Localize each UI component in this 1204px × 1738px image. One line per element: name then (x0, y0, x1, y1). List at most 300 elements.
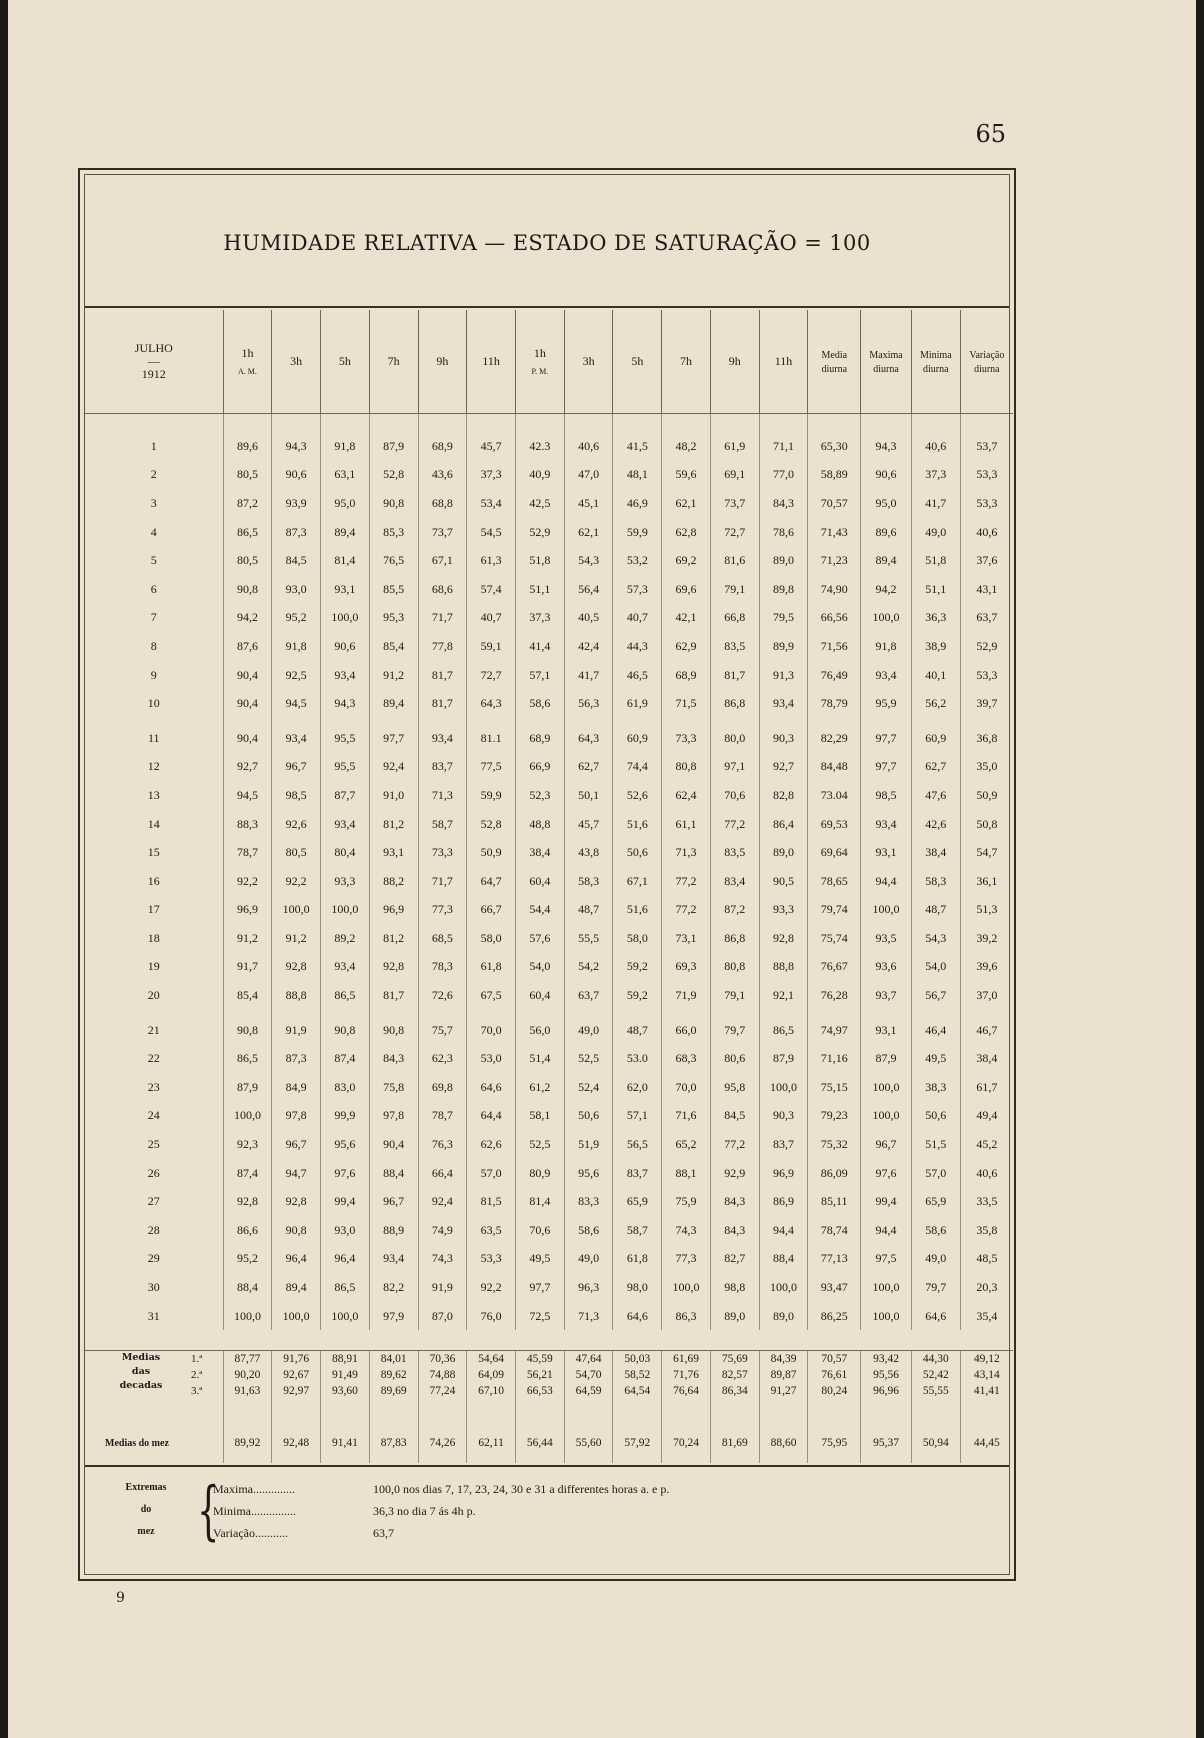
decada-row (85, 1351, 1013, 1368)
value-cell: 58,7 (613, 1216, 662, 1245)
value-cell: 77,2 (710, 810, 759, 839)
value-cell: 45,7 (467, 432, 516, 461)
value-cell: 54,4 (515, 896, 564, 925)
day-cell: 8 (150, 638, 157, 653)
value-cell: 91,2 (272, 924, 321, 953)
value-cell: 87,2 (223, 489, 272, 518)
value-cell: 88,4 (369, 1159, 418, 1188)
medias-mez-value: 91,41 (321, 1435, 370, 1451)
value-cell: 35,0 (960, 753, 1013, 782)
value-cell: 88,4 (223, 1273, 272, 1302)
table-row (85, 924, 1013, 953)
value-cell: 64,6 (613, 1302, 662, 1331)
table-row (85, 1130, 1013, 1159)
value-cell: 52,8 (369, 461, 418, 490)
value-cell: 85,5 (369, 575, 418, 604)
value-cell: 84,9 (272, 1073, 321, 1102)
value-cell: 52,5 (515, 1130, 564, 1159)
year-label: 1912 (141, 367, 166, 382)
value-cell: 93,1 (861, 1016, 912, 1045)
value-cell: 37,3 (911, 461, 960, 490)
extremas-row-variacao (213, 1523, 973, 1543)
value-cell: 84,3 (759, 489, 808, 518)
day-cell: 29 (147, 1251, 160, 1266)
table-row (85, 1016, 1013, 1045)
value-cell: 71,7 (418, 867, 467, 896)
spacer-cell (911, 1399, 960, 1435)
value-cell: 76,67 (808, 953, 861, 982)
value-cell: 97,8 (369, 1102, 418, 1131)
maxima-header (861, 310, 912, 414)
value-cell: 81,4 (321, 546, 370, 575)
decada-value: 90,20 (223, 1367, 272, 1383)
value-cell: 48,2 (662, 432, 711, 461)
value-cell: 50,9 (467, 838, 516, 867)
value-cell: 93,5 (861, 924, 912, 953)
decada-value: 64,54 (613, 1383, 662, 1399)
summary-table (85, 1350, 1013, 1463)
decada-value: 75,69 (710, 1351, 759, 1368)
value-cell: 46,9 (613, 489, 662, 518)
summary-spacer (85, 1399, 1013, 1435)
value-cell: 51,1 (515, 575, 564, 604)
value-cell: 63,5 (467, 1216, 516, 1245)
value-cell: 69,8 (418, 1073, 467, 1102)
hour-header (369, 310, 418, 414)
value-cell: 54,2 (564, 953, 613, 982)
hour-header (515, 310, 564, 414)
table-title: HUMIDADE RELATIVA — ESTADO DE SATURAÇÃO = 100 (223, 231, 871, 255)
value-cell: 93,47 (808, 1273, 861, 1302)
value-cell: 63,7 (960, 604, 1013, 633)
value-cell: 52,9 (960, 632, 1013, 661)
decada-value: 66,53 (515, 1383, 564, 1399)
value-cell: 92,2 (223, 867, 272, 896)
value-cell: 100,0 (272, 896, 321, 925)
variacao-header (960, 310, 1013, 414)
value-cell: 78,74 (808, 1216, 861, 1245)
hour-header (710, 310, 759, 414)
value-cell: 80,0 (710, 724, 759, 753)
spacer-cell (710, 1399, 759, 1435)
value-cell: 74,3 (662, 1216, 711, 1245)
value-cell: 93,9 (272, 489, 321, 518)
value-cell: 68,8 (418, 489, 467, 518)
value-cell: 49,5 (515, 1245, 564, 1274)
value-cell: 100,0 (861, 1302, 912, 1331)
day-cell: 13 (147, 787, 160, 802)
hour-header (223, 310, 272, 414)
value-cell: 50,6 (564, 1102, 613, 1131)
value-cell: 92,1 (759, 981, 808, 1010)
value-cell: 83,7 (759, 1130, 808, 1159)
value-cell: 93,4 (418, 724, 467, 753)
value-cell: 61,1 (662, 810, 711, 839)
value-cell: 100,0 (759, 1273, 808, 1302)
summary-section (85, 1350, 1013, 1463)
hour-label: 7h (680, 353, 693, 368)
value-cell: 74,90 (808, 575, 861, 604)
value-cell: 46,4 (911, 1016, 960, 1045)
value-cell: 88,3 (223, 810, 272, 839)
value-cell: 93,0 (272, 575, 321, 604)
day-cell: 3 (150, 495, 157, 510)
value-cell: 100,0 (223, 1102, 272, 1131)
value-cell: 61,3 (467, 546, 516, 575)
value-cell: 40,6 (960, 518, 1013, 547)
value-cell: 66,56 (808, 604, 861, 633)
value-cell: 58,0 (613, 924, 662, 953)
value-cell: 83,5 (710, 632, 759, 661)
decada-value: 55,55 (911, 1383, 960, 1399)
value-cell: 95,0 (321, 489, 370, 518)
brace-icon: { (197, 1474, 220, 1548)
value-cell: 93,6 (861, 953, 912, 982)
value-cell: 52,6 (613, 781, 662, 810)
value-cell: 92,4 (369, 753, 418, 782)
spacer-cell (861, 414, 912, 433)
value-cell: 61,9 (613, 689, 662, 718)
value-cell: 74,4 (613, 753, 662, 782)
value-cell: 40,6 (911, 432, 960, 461)
value-cell: 62,9 (662, 632, 711, 661)
value-cell: 37,6 (960, 546, 1013, 575)
value-cell: 69,53 (808, 810, 861, 839)
value-cell: 49,0 (911, 518, 960, 547)
value-cell: 71,3 (564, 1302, 613, 1331)
value-cell: 93,1 (861, 838, 912, 867)
table-row (85, 1216, 1013, 1245)
value-cell: 94,4 (759, 1216, 808, 1245)
spacer-cell (321, 1399, 370, 1435)
decada-label: 1.ª (85, 1351, 223, 1368)
day-cell: 19 (147, 959, 160, 974)
value-cell: 84,5 (272, 546, 321, 575)
value-cell: 58,6 (515, 689, 564, 718)
value-cell: 78,3 (418, 953, 467, 982)
value-cell: 82,2 (369, 1273, 418, 1302)
value-cell: 49,0 (564, 1245, 613, 1274)
value-cell: 96,7 (369, 1187, 418, 1216)
value-cell: 43,1 (960, 575, 1013, 604)
value-cell: 90,4 (223, 661, 272, 690)
decada-value: 89,87 (759, 1367, 808, 1383)
spacer-cell (223, 1399, 272, 1435)
extremas-label-line: Extremas (125, 1482, 167, 1493)
value-cell: 53,2 (613, 546, 662, 575)
value-cell: 86,5 (321, 1273, 370, 1302)
value-cell: 38,3 (911, 1073, 960, 1102)
value-cell: 56,3 (564, 689, 613, 718)
value-cell: 100,0 (861, 1273, 912, 1302)
value-cell: 67,1 (418, 546, 467, 575)
media-header (808, 310, 861, 414)
value-cell: 59,6 (662, 461, 711, 490)
value-cell: 71,3 (418, 781, 467, 810)
value-cell: 93,4 (321, 661, 370, 690)
value-cell: 50,1 (564, 781, 613, 810)
value-cell: 66,7 (467, 896, 516, 925)
month-header (85, 310, 223, 414)
value-cell: 58,1 (515, 1102, 564, 1131)
value-cell: 95,2 (223, 1245, 272, 1274)
value-cell: 87,9 (759, 1044, 808, 1073)
spacer-cell (321, 1451, 370, 1463)
value-cell: 71,16 (808, 1044, 861, 1073)
decada-value: 71,76 (662, 1367, 711, 1383)
value-cell: 66,0 (662, 1016, 711, 1045)
value-cell: 57,4 (467, 575, 516, 604)
value-cell: 64,6 (467, 1073, 516, 1102)
table-row (85, 1044, 1013, 1073)
table-row (85, 604, 1013, 633)
value-cell: 50,6 (911, 1102, 960, 1131)
medias-mez-value: 87,83 (369, 1435, 418, 1451)
decada-label: 3.ª (191, 1385, 203, 1397)
value-cell: 95,2 (272, 604, 321, 633)
hour-label: 5h (631, 353, 644, 368)
value-cell: 89,2 (321, 924, 370, 953)
value-cell: 43,8 (564, 838, 613, 867)
decada-value: 44,30 (911, 1351, 960, 1368)
table-frame (78, 168, 1016, 1581)
table-row (85, 689, 1013, 718)
value-cell: 100,0 (321, 1302, 370, 1331)
value-cell: 73,3 (662, 724, 711, 753)
decadas-label-line: das (131, 1366, 151, 1377)
value-cell: 86,8 (710, 924, 759, 953)
value-cell: 91,2 (223, 924, 272, 953)
value-cell: 80,5 (223, 546, 272, 575)
spacer-cell (960, 414, 1013, 433)
value-cell: 85,4 (369, 632, 418, 661)
value-cell: 69,3 (662, 953, 711, 982)
value-cell: 71,56 (808, 632, 861, 661)
value-cell: 86,5 (321, 981, 370, 1010)
table-row (85, 461, 1013, 490)
value-cell: 88,9 (369, 1216, 418, 1245)
value-cell: 62,4 (662, 781, 711, 810)
value-cell: 95,9 (861, 689, 912, 718)
value-cell: 64,3 (564, 724, 613, 753)
value-cell: 66,9 (515, 753, 564, 782)
value-cell: 60,9 (613, 724, 662, 753)
spacer-cell (272, 1451, 321, 1463)
spacer-cell (564, 414, 613, 433)
value-cell: 91,7 (223, 953, 272, 982)
value-cell: 61,2 (515, 1073, 564, 1102)
value-cell: 90,8 (223, 575, 272, 604)
hour-header (564, 310, 613, 414)
value-cell: 67,5 (467, 981, 516, 1010)
value-cell: 53,7 (960, 432, 1013, 461)
hour-label: 1h (241, 345, 254, 360)
decada-value: 87,77 (223, 1351, 272, 1368)
value-cell: 86,9 (759, 1187, 808, 1216)
table-row (85, 810, 1013, 839)
value-cell: 52,4 (564, 1073, 613, 1102)
value-cell: 94,2 (861, 575, 912, 604)
value-cell: 66,4 (418, 1159, 467, 1188)
value-cell: 89,9 (759, 632, 808, 661)
value-cell: 85,11 (808, 1187, 861, 1216)
decada-value: 77,24 (418, 1383, 467, 1399)
value-cell: 57,3 (613, 575, 662, 604)
value-cell: 83,7 (613, 1159, 662, 1188)
spacer-cell (467, 1451, 516, 1463)
decada-row (85, 1383, 1013, 1399)
hour-label: 9h (436, 353, 449, 368)
value-cell: 68,5 (418, 924, 467, 953)
spacer-cell (710, 414, 759, 433)
month-dash: — (147, 353, 160, 368)
spacer-cell (662, 1399, 711, 1435)
value-cell: 57,1 (613, 1102, 662, 1131)
medias-mez-row (85, 1435, 1013, 1451)
value-cell: 78,6 (759, 518, 808, 547)
day-cell: 15 (147, 845, 160, 860)
hour-label: 11h (774, 353, 793, 368)
value-cell: 100,0 (861, 896, 912, 925)
decada-value: 70,36 (418, 1351, 467, 1368)
spacer-cell (960, 1451, 1013, 1463)
value-cell: 96,9 (759, 1159, 808, 1188)
value-cell: 49,5 (911, 1044, 960, 1073)
value-cell: 71,5 (662, 689, 711, 718)
value-cell: 73,3 (418, 838, 467, 867)
decada-value: 91,49 (321, 1367, 370, 1383)
value-cell: 72,7 (467, 661, 516, 690)
value-cell: 81,2 (369, 924, 418, 953)
value-cell: 91,9 (418, 1273, 467, 1302)
value-cell: 81,2 (369, 810, 418, 839)
value-cell: 75,8 (369, 1073, 418, 1102)
value-cell: 54,5 (467, 518, 516, 547)
medias-mez-label: Medias do mez (105, 1437, 169, 1449)
value-cell: 81,7 (418, 689, 467, 718)
decada-value: 76,61 (808, 1367, 861, 1383)
value-cell: 50,9 (960, 781, 1013, 810)
value-cell: 51,6 (613, 896, 662, 925)
day-cell: 7 (150, 610, 157, 625)
value-cell: 59,1 (467, 632, 516, 661)
value-cell: 87,2 (710, 896, 759, 925)
table-row (85, 781, 1013, 810)
spacer-cell (759, 1451, 808, 1463)
value-cell: 94,3 (861, 432, 912, 461)
spacer-cell (223, 1451, 272, 1463)
hour-header (467, 310, 516, 414)
value-cell: 96,9 (369, 896, 418, 925)
value-cell: 93,3 (759, 896, 808, 925)
decada-value: 50,03 (613, 1351, 662, 1368)
value-cell: 92,2 (272, 867, 321, 896)
value-cell: 93,0 (321, 1216, 370, 1245)
spacer-cell (911, 414, 960, 433)
value-cell: 89,4 (861, 546, 912, 575)
value-cell: 96,4 (321, 1245, 370, 1274)
value-cell: 37,3 (515, 604, 564, 633)
value-cell: 46,5 (613, 661, 662, 690)
page-number: 65 (975, 120, 1006, 148)
extremas-row-minima (213, 1501, 973, 1521)
minima-header (911, 310, 960, 414)
value-cell: 70,0 (467, 1016, 516, 1045)
spacer-cell (960, 1399, 1013, 1435)
value-cell: 45,2 (960, 1130, 1013, 1159)
value-cell: 41,7 (564, 661, 613, 690)
value-cell: 90,8 (223, 1016, 272, 1045)
value-cell: 58,89 (808, 461, 861, 490)
extremas-label (111, 1477, 181, 1543)
value-cell: 57,1 (515, 661, 564, 690)
hour-label: 9h (728, 353, 741, 368)
value-cell: 97,8 (272, 1102, 321, 1131)
medias-mez-value: 89,92 (223, 1435, 272, 1451)
value-cell: 90,4 (223, 724, 272, 753)
value-cell: 68,6 (418, 575, 467, 604)
day-cell: 17 (147, 902, 160, 917)
value-cell: 70,0 (662, 1073, 711, 1102)
value-cell: 90,4 (369, 1130, 418, 1159)
value-cell: 96,7 (272, 753, 321, 782)
value-cell: 45,7 (564, 810, 613, 839)
day-cell: 30 (147, 1280, 160, 1295)
spacer-cell (85, 1451, 223, 1463)
value-cell: 38,4 (911, 838, 960, 867)
value-cell: 52,8 (467, 810, 516, 839)
value-cell: 86,5 (223, 518, 272, 547)
table-row (85, 867, 1013, 896)
spacer-cell (861, 1451, 912, 1463)
value-cell: 72,7 (710, 518, 759, 547)
table-row (85, 753, 1013, 782)
value-cell: 95,6 (321, 1130, 370, 1159)
extremas-value: 100,0 nos dias 7, 17, 23, 24, 30 e 31 a differentes horas a. e p. (373, 1482, 670, 1496)
value-cell: 54,0 (911, 953, 960, 982)
value-cell: 76,28 (808, 981, 861, 1010)
day-rows (85, 414, 1013, 1331)
value-cell: 94,3 (321, 689, 370, 718)
decada-value: 92,67 (272, 1367, 321, 1383)
hour-label: 11h (482, 353, 500, 368)
decada-value: 54,64 (467, 1351, 516, 1368)
value-cell: 36,1 (960, 867, 1013, 896)
value-cell: 70,6 (515, 1216, 564, 1245)
value-cell: 42.3 (515, 432, 564, 461)
value-cell: 83,0 (321, 1073, 370, 1102)
value-cell: 86,5 (759, 1016, 808, 1045)
decada-value: 96,96 (861, 1383, 912, 1399)
value-cell: 43,6 (418, 461, 467, 490)
value-cell: 98,5 (861, 781, 912, 810)
value-cell: 100,0 (321, 896, 370, 925)
value-cell: 89,6 (223, 432, 272, 461)
value-cell: 75,15 (808, 1073, 861, 1102)
value-cell: 66,8 (710, 604, 759, 633)
value-cell: 59,2 (613, 981, 662, 1010)
value-cell: 91,9 (272, 1016, 321, 1045)
value-cell: 45,1 (564, 489, 613, 518)
value-cell: 94,7 (272, 1159, 321, 1188)
value-cell: 51,3 (960, 896, 1013, 925)
decada-value: 67,10 (467, 1383, 516, 1399)
spacer-cell (369, 1451, 418, 1463)
value-cell: 75,7 (418, 1016, 467, 1045)
value-cell: 84,48 (808, 753, 861, 782)
spacer-cell (467, 414, 516, 433)
value-cell: 87,9 (223, 1073, 272, 1102)
